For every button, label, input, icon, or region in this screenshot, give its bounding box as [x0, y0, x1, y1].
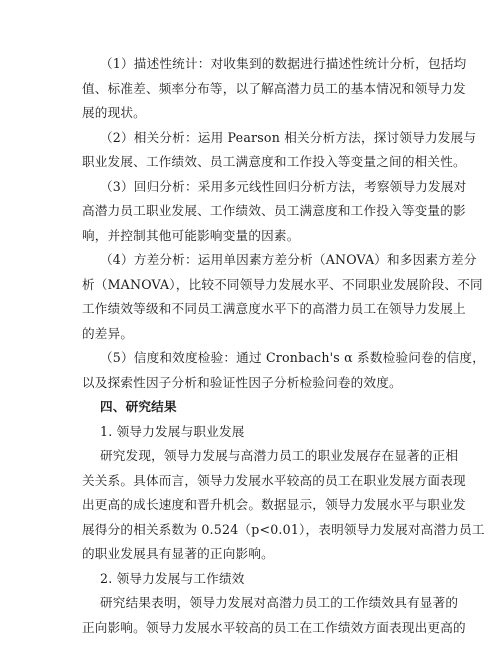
- section-heading: 四、研究结果: [100, 399, 177, 414]
- text-line: （3）回归分析：采用多元线性回归分析方法，考察领导力发展对: [100, 179, 467, 194]
- text-line: 正向影响。领导力发展水平较高的员工在工作绩效方面表现出更高的: [82, 620, 466, 635]
- text-line: 出更高的成长速度和晋升机会。数据显示，领导力发展水平与职业发: [82, 497, 466, 512]
- text-line: 响，并控制其他可能影响变量的因素。: [82, 228, 300, 243]
- text-line: 研究发现，领导力发展与高潜力员工的职业发展存在显著的正相: [100, 448, 459, 463]
- text-line: 高潜力员工职业发展、工作绩效、员工满意度和工作投入等变量的影: [82, 203, 466, 218]
- text-line: 以及探索性因子分析和验证性因子分析检验问卷的效度。: [82, 375, 402, 390]
- text-line: （5）信度和效度检验：通过 Cronbach's α 系数检验问卷的信度，: [100, 350, 485, 365]
- text-line: 值、标准差、频率分布等，以了解高潜力员工的基本情况和领导力发: [82, 81, 466, 96]
- text-line: 工作绩效等级和不同员工满意度水平下的高潜力员工在领导力发展上: [82, 301, 466, 316]
- subsection-heading: 2. 领导力发展与工作绩效: [100, 571, 245, 586]
- text-line: 的职业发展具有显著的正向影响。: [82, 546, 274, 561]
- text-line: （2）相关分析：运用 Pearson 相关分析方法，探讨领导力发展与: [100, 130, 477, 145]
- text-line: 析（MANOVA），比较不同领导力发展水平、不同职业发展阶段、不同: [82, 277, 483, 292]
- text-line: 研究结果表明，领导力发展对高潜力员工的工作绩效具有显著的: [100, 595, 459, 610]
- subsection-heading: 1. 领导力发展与职业发展: [100, 424, 245, 439]
- text-line: （4）方差分析：运用单因素方差分析（ANOVA）和多因素方差分: [100, 252, 477, 267]
- text-line: 展得分的相关系数为 0.524（p<0.01），表明领导力发展对高潜力员工: [82, 522, 485, 537]
- text-line: （1）描述性统计：对收集到的数据进行描述性统计分析，包括均: [100, 56, 467, 71]
- text-line: 关关系。具体而言，领导力发展水平较高的员工在职业发展方面表现: [82, 473, 466, 488]
- text-line: 的差异。: [82, 326, 134, 341]
- text-line: 职业发展、工作绩效、员工满意度和工作投入等变量之间的相关性。: [82, 154, 466, 169]
- text-line: 展的现状。: [82, 105, 146, 120]
